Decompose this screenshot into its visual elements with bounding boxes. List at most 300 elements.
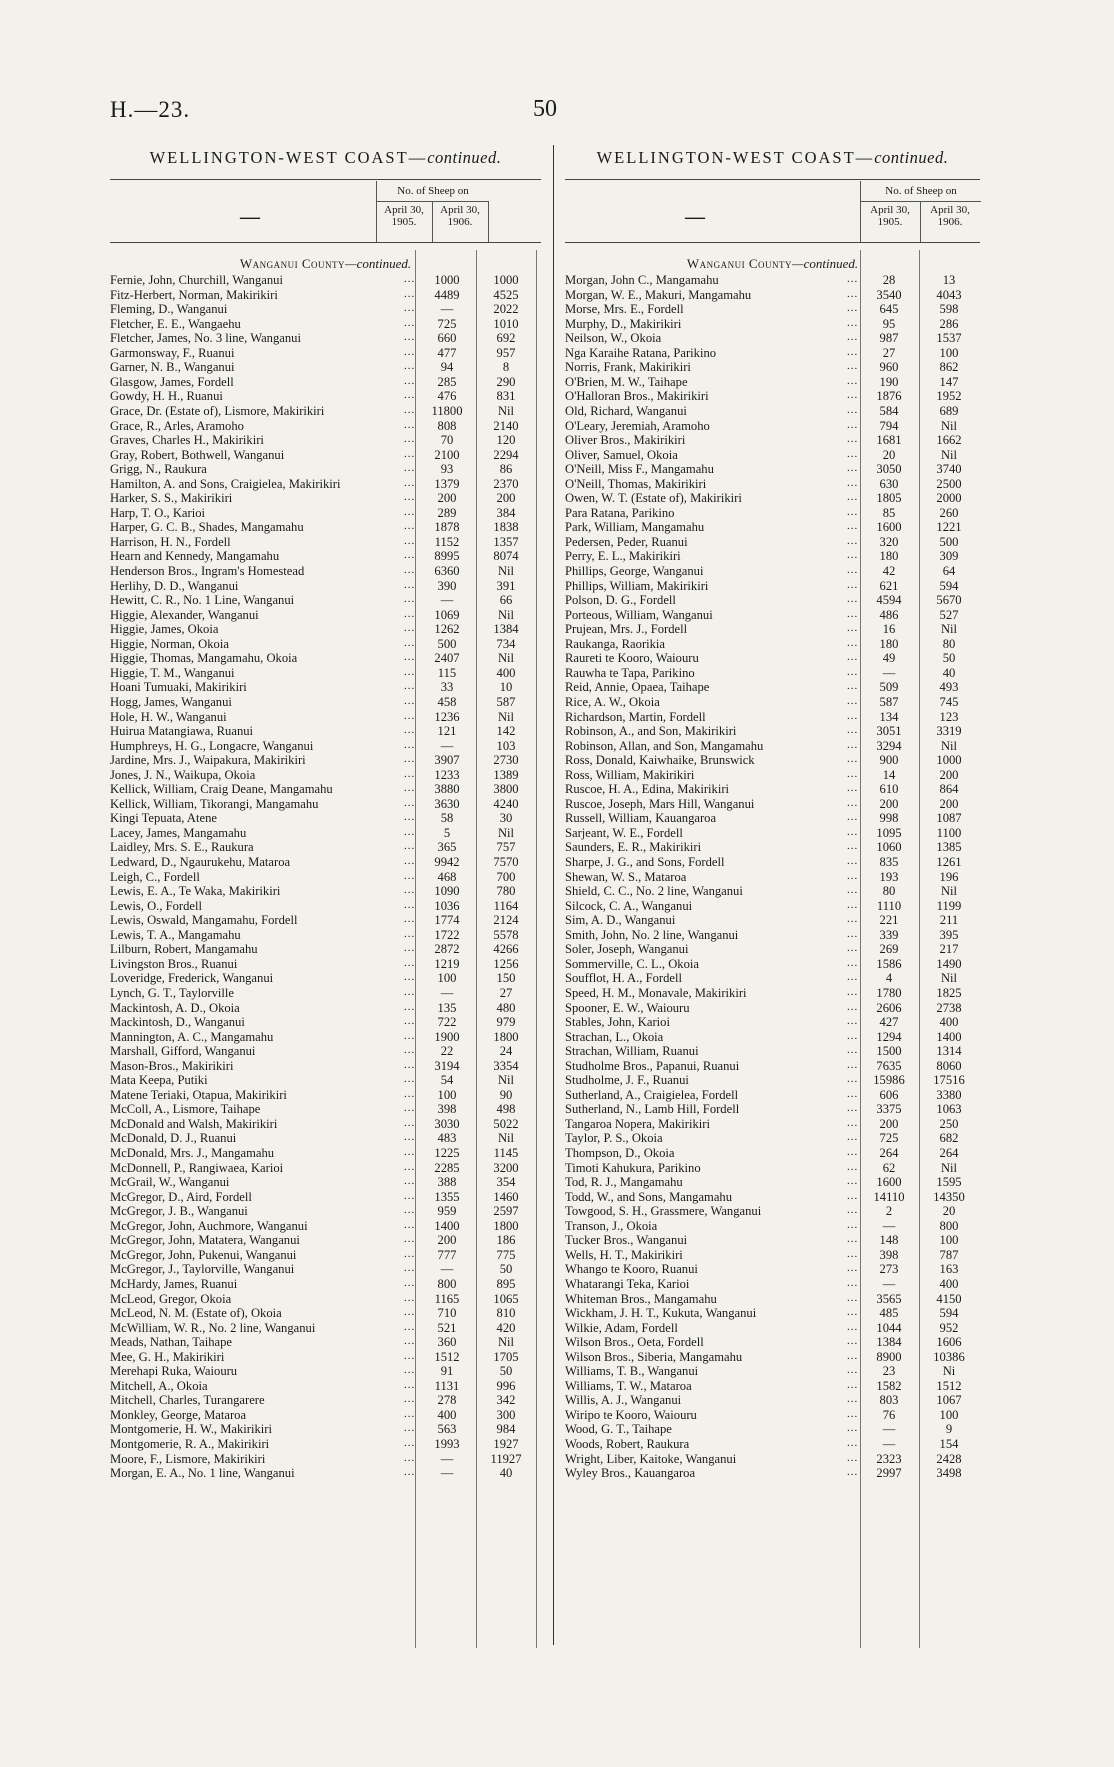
table-row bbox=[565, 1204, 980, 1218]
leader-dots: ... bbox=[847, 709, 859, 722]
leader-dots: ... bbox=[847, 1262, 859, 1275]
leader-dots: ... bbox=[404, 287, 416, 300]
left-col-1905-line1: April 30, bbox=[384, 204, 424, 216]
leader-dots: ... bbox=[404, 374, 416, 387]
sheep-1906: 354 bbox=[496, 1175, 516, 1190]
owner-name: Fitz-Herbert, Norman, Makirikiri bbox=[110, 287, 278, 302]
sheep-1906: 1164 bbox=[493, 898, 519, 913]
leader-dots: ... bbox=[404, 927, 416, 940]
table-row bbox=[565, 535, 980, 549]
table-row bbox=[110, 433, 541, 447]
leader-dots: ... bbox=[847, 855, 859, 867]
leader-dots: ... bbox=[847, 1175, 859, 1188]
left-col-1905-line2: 1905. bbox=[391, 216, 417, 228]
sheep-1905: 1586 bbox=[876, 956, 902, 971]
sheep-1906: Nil bbox=[497, 564, 515, 578]
sheep-1906: 800 bbox=[939, 1218, 959, 1233]
table-row bbox=[565, 317, 980, 331]
sheep-1905: 221 bbox=[879, 913, 899, 928]
sheep-1906: Nil bbox=[940, 884, 958, 899]
sheep-1905: 23 bbox=[882, 1364, 896, 1379]
owner-name: Loveridge, Frederick, Wanganui bbox=[110, 971, 274, 986]
table-row bbox=[565, 462, 980, 476]
table-row bbox=[565, 782, 980, 796]
sheep-1905: — bbox=[440, 985, 454, 1000]
sheep-1906: 4525 bbox=[493, 287, 519, 302]
leader-dots: ... bbox=[847, 607, 859, 620]
sheep-1905: 476 bbox=[437, 389, 457, 404]
leader-dots: ... bbox=[404, 840, 416, 853]
table-row bbox=[110, 1015, 541, 1029]
table-row bbox=[110, 520, 541, 534]
sheep-1906: 2000 bbox=[936, 491, 962, 506]
owner-name: McLeod, Gregor, Okoia bbox=[110, 1291, 232, 1306]
sheep-1905: 365 bbox=[437, 840, 457, 855]
sheep-1905: 777 bbox=[437, 1247, 457, 1262]
leader-dots: ... bbox=[404, 709, 416, 722]
sheep-1905: 987 bbox=[879, 331, 899, 346]
owner-name: Garmonsway, F., Ruanui bbox=[110, 345, 235, 360]
owner-name: Livingston Bros., Ruanui bbox=[110, 956, 238, 971]
sheep-1905: 1355 bbox=[434, 1189, 460, 1204]
sheep-1905: 3051 bbox=[876, 724, 902, 739]
right-col-1906-line1: April 30, bbox=[930, 204, 970, 216]
owner-name: Taylor, P. S., Okoia bbox=[565, 1131, 663, 1146]
owner-name: Porteous, William, Wanganui bbox=[565, 607, 713, 622]
leader-dots: ... bbox=[847, 331, 859, 344]
sheep-1905: 1110 bbox=[876, 898, 902, 913]
owner-name: Studholme, J. F., Ruanui bbox=[565, 1073, 689, 1088]
sheep-1905: 485 bbox=[879, 1306, 899, 1321]
table-row bbox=[565, 666, 980, 680]
leader-dots: ... bbox=[847, 956, 859, 969]
table-row bbox=[110, 1379, 541, 1393]
sheep-1906: 211 bbox=[939, 913, 959, 928]
sheep-1906: 1010 bbox=[493, 316, 519, 331]
owner-name: Herlihy, D. D., Wanganui bbox=[110, 578, 239, 593]
sheep-1906: 594 bbox=[939, 1306, 959, 1321]
leader-dots: ... bbox=[847, 869, 859, 882]
table-row bbox=[565, 1262, 980, 1276]
owner-name: McDonald, Mrs. J., Mangamahu bbox=[110, 1146, 275, 1160]
sheep-1906: 2738 bbox=[936, 1000, 962, 1015]
sheep-1905: 1379 bbox=[434, 476, 460, 491]
leader-dots: ... bbox=[404, 811, 416, 824]
sheep-1905: 200 bbox=[879, 796, 899, 811]
sheep-1905: 1500 bbox=[876, 1044, 902, 1059]
left-section-continued: —continued. bbox=[345, 256, 412, 271]
sheep-1905: 722 bbox=[437, 1015, 457, 1030]
sheep-1906: 395 bbox=[939, 927, 959, 942]
sheep-1905: 1876 bbox=[876, 389, 902, 404]
leader-dots: ... bbox=[404, 360, 416, 373]
owner-name: Strachan, William, Ruanui bbox=[565, 1044, 699, 1059]
sheep-1906: 400 bbox=[939, 1276, 959, 1291]
table-row bbox=[110, 506, 541, 520]
table-row bbox=[565, 477, 980, 491]
table-row bbox=[110, 928, 541, 942]
owner-name: Shewan, W. S., Mataroa bbox=[565, 869, 687, 884]
sheep-1906: 1825 bbox=[936, 985, 962, 1000]
leader-dots: ... bbox=[404, 578, 416, 591]
sheep-1906: 979 bbox=[496, 1015, 516, 1030]
sheep-1906: 1537 bbox=[936, 331, 962, 346]
sheep-1906: 700 bbox=[496, 869, 516, 884]
owner-name: Wickham, J. H. T., Kukuta, Wanganui bbox=[565, 1306, 757, 1321]
owner-name: Timoti Kahukura, Parikino bbox=[565, 1160, 701, 1175]
table-row bbox=[565, 768, 980, 782]
table-row bbox=[565, 1219, 980, 1233]
sheep-1906: Nil bbox=[497, 825, 515, 840]
owner-name: Morgan, E. A., No. 1 line, Wanganui bbox=[110, 1466, 295, 1481]
table-row bbox=[565, 608, 980, 622]
owner-name: McColl, A., Lismore, Taihape bbox=[110, 1102, 261, 1117]
leader-dots: ... bbox=[404, 855, 416, 867]
table-row bbox=[565, 1044, 980, 1058]
table-row bbox=[565, 695, 980, 709]
sheep-1906: 11927 bbox=[490, 1451, 522, 1466]
owner-name: Owen, W. T. (Estate of), Makirikiri bbox=[565, 491, 742, 506]
sheep-1906: 100 bbox=[939, 345, 959, 360]
owner-name: Perry, E. L., Makirikiri bbox=[565, 549, 681, 564]
sheep-1905: 427 bbox=[879, 1015, 899, 1030]
sheep-1906: 1606 bbox=[936, 1335, 962, 1350]
owner-name: Monkley, George, Mataroa bbox=[110, 1407, 247, 1422]
sheep-1905: 54 bbox=[440, 1073, 454, 1088]
sheep-1905: 1165 bbox=[434, 1291, 460, 1306]
owner-name: Sutherland, A., Craigielea, Fordell bbox=[565, 1087, 739, 1102]
leader-dots: ... bbox=[847, 534, 859, 547]
table-row bbox=[110, 462, 541, 476]
leader-dots: ... bbox=[404, 1291, 416, 1304]
owner-name: Matene Teriaki, Otapua, Makirikiri bbox=[110, 1087, 287, 1102]
sheep-1905: 509 bbox=[879, 680, 899, 695]
leader-dots: ... bbox=[404, 403, 416, 416]
owner-name: McDonald and Walsh, Makirikiri bbox=[110, 1116, 278, 1131]
table-row bbox=[565, 739, 980, 753]
table-row bbox=[110, 1204, 541, 1218]
table-row bbox=[110, 1277, 541, 1291]
leader-dots: ... bbox=[847, 1131, 859, 1144]
owner-name: Marshall, Gifford, Wanganui bbox=[110, 1044, 256, 1059]
sheep-1905: 320 bbox=[879, 534, 899, 549]
sheep-1906: 66 bbox=[499, 593, 513, 608]
owner-name: Rauwha te Tapa, Parikino bbox=[565, 665, 695, 680]
sheep-1906: 810 bbox=[496, 1306, 516, 1321]
table-row bbox=[110, 1102, 541, 1116]
sheep-1906: 3200 bbox=[493, 1160, 519, 1175]
owner-name: Lewis, Oswald, Mangamahu, Fordell bbox=[110, 913, 298, 928]
owner-name: Shield, C. C., No. 2 line, Wanganui bbox=[565, 884, 743, 899]
leader-dots: ... bbox=[404, 1393, 416, 1406]
leader-dots: ... bbox=[404, 1335, 416, 1348]
leader-dots: ... bbox=[847, 273, 859, 285]
owner-name: Harrison, H. N., Fordell bbox=[110, 534, 231, 549]
table-row bbox=[110, 739, 541, 753]
sheep-1905: 3194 bbox=[434, 1058, 460, 1073]
owner-name: O'Brien, M. W., Taihape bbox=[565, 374, 688, 389]
leader-dots: ... bbox=[847, 1378, 859, 1391]
sheep-1905: 148 bbox=[879, 1233, 899, 1248]
left-section-name: Wanganui County bbox=[239, 256, 346, 271]
leader-dots: ... bbox=[847, 1306, 859, 1319]
owner-name: Morse, Mrs. E., Fordell bbox=[565, 302, 684, 317]
table-row bbox=[565, 593, 980, 607]
owner-name: Sutherland, N., Lamb Hill, Fordell bbox=[565, 1102, 740, 1117]
owner-name: Oliver Bros., Makirikiri bbox=[565, 433, 686, 448]
leader-dots: ... bbox=[847, 753, 859, 766]
owner-name: Spooner, E. W., Waiouru bbox=[565, 1000, 690, 1015]
sheep-1905: 1600 bbox=[876, 1175, 902, 1190]
sheep-1905: 16 bbox=[882, 622, 896, 637]
right-col-1905-line2: 1905. bbox=[877, 216, 903, 228]
sheep-1905: 1090 bbox=[434, 884, 460, 899]
sheep-1906: 200 bbox=[939, 796, 959, 811]
sheep-1906: Ni bbox=[942, 1364, 956, 1379]
sheep-1906: 2597 bbox=[493, 1204, 519, 1219]
sheep-1906: 3354 bbox=[493, 1058, 519, 1073]
right-section-heading bbox=[565, 256, 980, 272]
owner-name: Lewis, O., Fordell bbox=[110, 898, 202, 913]
sheep-1905: 2997 bbox=[876, 1466, 902, 1481]
sheep-1906: 264 bbox=[939, 1146, 959, 1160]
owner-name: Strachan, L., Okoia bbox=[565, 1029, 664, 1044]
owner-name: Graves, Charles H., Makirikiri bbox=[110, 433, 264, 448]
leader-dots: ... bbox=[847, 1218, 859, 1231]
leader-dots: ... bbox=[847, 796, 859, 809]
sheep-1906: 123 bbox=[939, 709, 959, 724]
sheep-1905: 58 bbox=[440, 811, 454, 826]
owner-name: Lewis, E. A., Te Waka, Makirikiri bbox=[110, 884, 281, 899]
right-col-1905-header bbox=[860, 204, 920, 228]
sheep-1905: 458 bbox=[437, 694, 457, 709]
leader-dots: ... bbox=[404, 913, 416, 926]
leader-dots: ... bbox=[404, 418, 416, 431]
sheep-1906: 286 bbox=[939, 316, 959, 331]
sheep-1906: 895 bbox=[496, 1276, 516, 1291]
table-row bbox=[565, 1030, 980, 1044]
sheep-1906: 300 bbox=[496, 1407, 516, 1422]
table-row bbox=[565, 651, 980, 665]
table-row bbox=[565, 1131, 980, 1145]
leader-dots: ... bbox=[847, 345, 859, 358]
sheep-1906: 14350 bbox=[933, 1189, 965, 1204]
owner-name: Kellick, William, Craig Deane, Mangamahu bbox=[110, 782, 333, 797]
sheep-1905: 1262 bbox=[434, 622, 460, 637]
table-row bbox=[110, 971, 541, 985]
right-heading-continued: continued. bbox=[874, 148, 949, 167]
owner-name: Wilson Bros., Siberia, Mangamahu bbox=[565, 1349, 743, 1364]
sheep-1906: 1314 bbox=[936, 1044, 962, 1059]
table-row bbox=[110, 1364, 541, 1378]
leader-dots: ... bbox=[847, 1247, 859, 1260]
table-row bbox=[110, 695, 541, 709]
owner-name: Oliver, Samuel, Okoia bbox=[565, 447, 678, 462]
leader-dots: ... bbox=[404, 651, 416, 664]
owner-name: Wood, G. T., Taihape bbox=[565, 1422, 672, 1437]
sheep-1906: 1927 bbox=[493, 1437, 519, 1451]
table-row bbox=[110, 870, 541, 884]
table-row bbox=[110, 273, 541, 287]
leader-dots: ... bbox=[404, 476, 416, 489]
sheep-1905: 95 bbox=[882, 316, 896, 331]
owner-name: Reid, Annie, Opaea, Taihape bbox=[565, 680, 710, 695]
sheep-1905: 76 bbox=[882, 1407, 896, 1422]
owner-name: Willis, A. J., Wanganui bbox=[565, 1393, 682, 1408]
sheep-1905: 2100 bbox=[434, 447, 460, 462]
sheep-1905: 398 bbox=[437, 1102, 457, 1117]
table-row bbox=[110, 1306, 541, 1320]
sheep-1906: 2294 bbox=[493, 447, 519, 462]
table-row bbox=[110, 608, 541, 622]
owner-name: Mitchell, A., Okoia bbox=[110, 1378, 208, 1393]
leader-dots: ... bbox=[847, 1466, 859, 1479]
leader-dots: ... bbox=[404, 1247, 416, 1260]
owner-name: Tucker Bros., Wanganui bbox=[565, 1233, 688, 1248]
owner-name: Grace, Dr. (Estate of), Lismore, Makirikiri bbox=[110, 403, 325, 418]
table-row bbox=[565, 1350, 980, 1364]
sheep-1906: 50 bbox=[942, 651, 956, 666]
owner-name: Wiripo te Kooro, Waiouru bbox=[565, 1407, 697, 1422]
table-row bbox=[110, 1146, 541, 1160]
sheep-1905: — bbox=[440, 738, 454, 753]
table-row bbox=[110, 1422, 541, 1436]
left-heading-continued: continued. bbox=[427, 148, 502, 167]
table-row bbox=[110, 1088, 541, 1102]
owner-name: Speed, H. M., Monavale, Makirikiri bbox=[565, 985, 747, 1000]
table-row bbox=[565, 491, 980, 505]
table-row bbox=[110, 404, 541, 418]
owner-name: Woods, Robert, Raukura bbox=[565, 1437, 690, 1451]
owner-name: Sim, A. D., Wanganui bbox=[565, 913, 676, 928]
sheep-1905: 278 bbox=[437, 1393, 457, 1408]
leader-dots: ... bbox=[847, 636, 859, 649]
leader-dots: ... bbox=[847, 898, 859, 911]
sheep-1906: 154 bbox=[939, 1437, 959, 1451]
sheep-1906: 2500 bbox=[936, 476, 962, 491]
leader-dots: ... bbox=[847, 491, 859, 504]
sheep-1905: 1036 bbox=[434, 898, 460, 913]
sheep-1905: 27 bbox=[882, 345, 896, 360]
leader-dots: ... bbox=[847, 884, 859, 897]
leader-dots: ... bbox=[847, 1451, 859, 1464]
leader-dots: ... bbox=[404, 694, 416, 707]
owner-name: Higgie, T. M., Wanganui bbox=[110, 665, 235, 680]
owner-name: Higgie, Norman, Okoia bbox=[110, 636, 229, 651]
sheep-1905: 269 bbox=[879, 942, 899, 957]
left-name-column-header: — bbox=[240, 206, 260, 228]
sheep-1905: 85 bbox=[882, 505, 896, 520]
sheep-1905: 3630 bbox=[434, 796, 460, 811]
leader-dots: ... bbox=[847, 1422, 859, 1435]
leader-dots: ... bbox=[847, 724, 859, 737]
sheep-1906: 5670 bbox=[936, 593, 962, 608]
leader-dots: ... bbox=[847, 1364, 859, 1377]
owner-name: Gray, Robert, Bothwell, Wanganui bbox=[110, 447, 285, 462]
sheep-1905: 180 bbox=[879, 549, 899, 564]
sheep-1906: 3800 bbox=[493, 782, 519, 797]
table-row bbox=[110, 680, 541, 694]
owner-name: Humphreys, H. G., Longacre, Wanganui bbox=[110, 738, 314, 753]
leader-dots: ... bbox=[404, 622, 416, 635]
sheep-1906: 10 bbox=[499, 680, 513, 695]
table-row bbox=[565, 1452, 980, 1466]
sheep-1906: 80 bbox=[942, 636, 956, 651]
table-row bbox=[110, 899, 541, 913]
leader-dots: ... bbox=[847, 462, 859, 475]
sheep-1906: 309 bbox=[939, 549, 959, 564]
leader-dots: ... bbox=[404, 331, 416, 344]
sheep-1906: 598 bbox=[939, 302, 959, 317]
table-row bbox=[565, 1117, 980, 1131]
table-row bbox=[565, 913, 980, 927]
sheep-1905: 1000 bbox=[434, 273, 460, 287]
table-row bbox=[565, 433, 980, 447]
table-row bbox=[565, 1277, 980, 1291]
right-section-name: Wanganui County bbox=[686, 256, 793, 271]
sheep-1905: 180 bbox=[879, 636, 899, 651]
sheep-1905: 800 bbox=[437, 1276, 457, 1291]
leader-dots: ... bbox=[404, 1364, 416, 1377]
leader-dots: ... bbox=[847, 316, 859, 329]
leader-dots: ... bbox=[404, 753, 416, 766]
leader-dots: ... bbox=[847, 1189, 859, 1202]
table-row bbox=[565, 273, 980, 287]
table-row bbox=[110, 1248, 541, 1262]
sheep-1905: 2407 bbox=[434, 651, 460, 666]
table-row bbox=[110, 826, 541, 840]
leader-dots: ... bbox=[404, 316, 416, 329]
sheep-1905: 794 bbox=[879, 418, 899, 433]
leader-dots: ... bbox=[404, 1451, 416, 1464]
sheep-1906: 1662 bbox=[936, 433, 962, 448]
table-row bbox=[110, 491, 541, 505]
sheep-1906: 260 bbox=[939, 505, 959, 520]
sheep-1906: 4266 bbox=[493, 942, 519, 957]
left-col-1905-header bbox=[376, 204, 432, 228]
sheep-1905: 200 bbox=[437, 491, 457, 506]
leader-dots: ... bbox=[404, 273, 416, 285]
leader-dots: ... bbox=[404, 1146, 416, 1158]
owner-name: Sommerville, C. L., Okoia bbox=[565, 956, 699, 971]
sheep-1905: 200 bbox=[879, 1116, 899, 1131]
left-heading bbox=[110, 148, 541, 168]
sheep-1905: 15986 bbox=[873, 1073, 905, 1088]
table-row bbox=[110, 375, 541, 389]
leader-dots: ... bbox=[404, 1349, 416, 1362]
owner-name: Wilson Bros., Oeta, Fordell bbox=[565, 1335, 704, 1350]
owner-name: Hamilton, A. and Sons, Craigielea, Makirikiri bbox=[110, 476, 341, 491]
sheep-1905: 3907 bbox=[434, 753, 460, 768]
sheep-1906: 1087 bbox=[936, 811, 962, 826]
sheep-1906: 186 bbox=[496, 1233, 516, 1248]
table-row bbox=[110, 477, 541, 491]
leader-dots: ... bbox=[847, 971, 859, 984]
sheep-1905: 360 bbox=[437, 1335, 457, 1350]
sheep-1905: — bbox=[882, 1422, 896, 1437]
table-row bbox=[110, 710, 541, 724]
sheep-1906: 780 bbox=[496, 884, 516, 899]
owner-name: McGregor, John, Matatera, Wanganui bbox=[110, 1233, 300, 1248]
leader-dots: ... bbox=[847, 811, 859, 824]
table-row bbox=[110, 1190, 541, 1204]
owner-name: Soler, Joseph, Wanganui bbox=[565, 942, 689, 957]
sheep-1905: 289 bbox=[437, 505, 457, 520]
leader-dots: ... bbox=[847, 1058, 859, 1071]
leader-dots: ... bbox=[847, 1044, 859, 1057]
sheep-1906: 682 bbox=[939, 1131, 959, 1146]
right-col-1906-line2: 1906. bbox=[937, 216, 963, 228]
